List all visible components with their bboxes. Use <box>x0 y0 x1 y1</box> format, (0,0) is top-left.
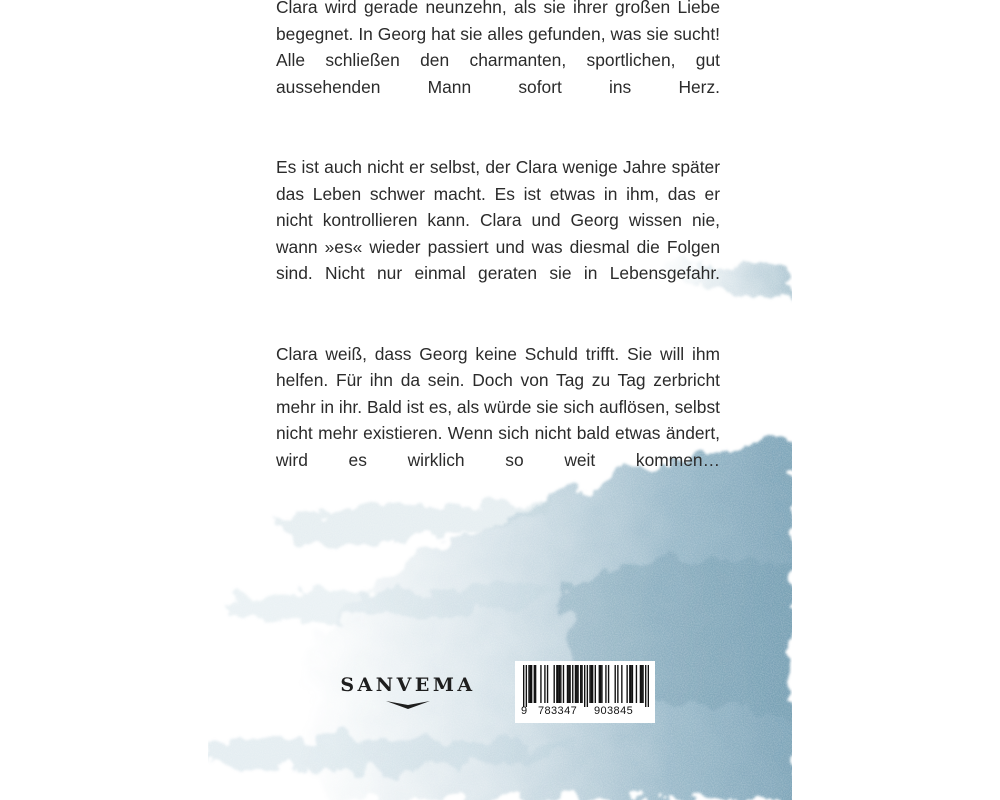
barcode-bar <box>591 665 592 703</box>
barcode-bar <box>559 665 560 703</box>
barcode-bar <box>580 665 581 703</box>
barcode-bar <box>563 665 564 703</box>
barcode-bar <box>530 665 531 703</box>
barcode-bar <box>632 665 633 703</box>
publisher-name: SANVEMA <box>340 674 476 696</box>
barcode-bar <box>528 665 529 703</box>
barcode-bar <box>589 665 590 703</box>
barcode-bar <box>544 665 545 703</box>
barcode-bar <box>626 665 627 703</box>
barcode-bar <box>641 665 642 703</box>
barcode-bar <box>534 665 535 703</box>
barcode-bar <box>547 665 548 703</box>
barcode-bar <box>540 665 541 703</box>
barcode-bar <box>575 665 576 703</box>
barcode-bar <box>535 665 536 703</box>
barcode-bar <box>645 665 646 707</box>
barcode-bar <box>621 665 622 703</box>
isbn-barcode <box>515 661 655 723</box>
barcode-bar <box>523 665 524 707</box>
blurb-paragraph-1: Clara wird gerade neunzehn, als sie ihrer großen Liebe begegnet. In Georg hat sie alles gefunden, was sie sucht! Alle schließen den charmanten, sportlichen, gut aussehenden Mann sofort ins Herz. <box>276 0 720 97</box>
barcode-bar <box>572 665 573 703</box>
barcode-bar <box>599 665 600 703</box>
barcode-right-group: 903845 <box>594 705 634 717</box>
barcode-bar <box>568 665 569 703</box>
barcode-bar <box>600 665 601 703</box>
barcode-bar <box>526 665 527 707</box>
blurb-paragraph-2: Es ist auch nicht er selbst, der Clara wenige Jahre später das Leben schwer macht. Es ist etwas in ihm, das er nicht kontrollieren kann. Clara und Georg wissen nie, wann »es« wieder passiert und was diesmal die Folgen sind. Nicht nur einmal geraten sie in Lebensgefahr. <box>276 156 720 284</box>
chevron-mark-icon <box>384 699 432 711</box>
barcode-bars <box>523 665 649 707</box>
book-back-cover <box>208 0 792 800</box>
barcode-bar <box>629 665 630 703</box>
barcode-bar <box>605 665 606 703</box>
barcode-bar <box>648 665 649 707</box>
barcode-first-digit: 9 <box>521 705 528 717</box>
barcode-bar <box>584 665 585 707</box>
barcode-bar <box>636 665 637 703</box>
barcode-bar <box>576 665 577 703</box>
barcode-bar <box>640 665 641 703</box>
barcode-bar <box>567 665 568 703</box>
barcode-bar <box>630 665 631 703</box>
barcode-bar <box>595 665 596 703</box>
barcode-bar <box>608 665 609 703</box>
barcode-bar <box>642 665 643 703</box>
barcode-bar <box>615 665 616 703</box>
barcode-bar <box>560 665 561 703</box>
barcode-bar <box>554 665 555 703</box>
barcode-bar <box>556 665 557 703</box>
barcode-left-group: 783347 <box>538 705 578 717</box>
barcode-bar <box>581 665 582 703</box>
barcode-bar <box>577 665 578 703</box>
barcode-bar <box>587 665 588 707</box>
barcode-bar <box>531 665 532 703</box>
blurb-paragraph-3: Clara weiß, dass Georg keine Schuld trifft. Sie will ihm helfen. Für ihn da sein. Doch von Tag zu Tag zerbricht mehr in ihr. Bald ist es, als würde sie sich auflösen, selbst nicht mehr existieren. Wenn sich nicht bald etwas ändert, wird es wirklich so weit kommen… <box>276 343 720 470</box>
barcode-bar <box>592 665 593 703</box>
back-cover-blurb <box>276 0 720 500</box>
publisher-logo <box>340 673 476 711</box>
barcode-bar <box>557 665 558 703</box>
barcode-bar <box>601 665 602 703</box>
barcode-bar <box>569 665 570 703</box>
barcode-bar <box>617 665 618 703</box>
